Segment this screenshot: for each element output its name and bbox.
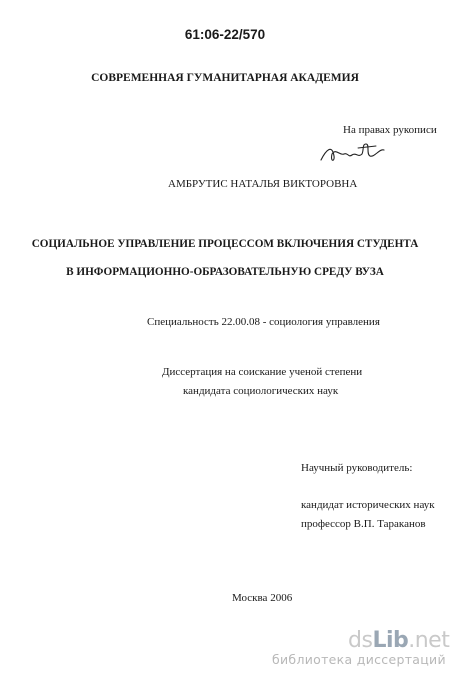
- watermark-subtitle: библиотека диссертаций: [272, 652, 446, 667]
- thesis-title-line-1: СОЦИАЛЬНОЕ УПРАВЛЕНИЕ ПРОЦЕССОМ ВКЛЮЧЕНИЯ СТУДЕНТА: [31, 238, 419, 250]
- handwritten-signature: [318, 138, 388, 168]
- watermark-logo: [348, 628, 449, 653]
- supervisor-name: профессор В.П. Тараканов: [301, 518, 426, 530]
- thesis-title-line-2: В ИНФОРМАЦИОННО-ОБРАЗОВАТЕЛЬНУЮ СРЕДУ ВУЗА: [66, 266, 384, 278]
- watermark-logo-ds: ds: [348, 628, 373, 653]
- dissertation-degree-line-1: Диссертация на соискание ученой степени: [162, 366, 363, 378]
- author-name: АМБРУТИС НАТАЛЬЯ ВИКТОРОВНА: [168, 178, 358, 190]
- document-code: 61:06-22/570: [184, 27, 266, 42]
- supervisor-degree: кандидат исторических наук: [301, 499, 435, 511]
- city-year: Москва 2006: [232, 592, 293, 604]
- supervisor-label: Научный руководитель:: [301, 462, 413, 474]
- specialty: Специальность 22.00.08 - социология управления: [147, 316, 380, 328]
- watermark-logo-net: .net: [408, 628, 450, 653]
- dissertation-degree-line-2: кандидата социологических наук: [183, 385, 339, 397]
- institution-name: СОВРЕМЕННАЯ ГУМАНИТАРНАЯ АКАДЕМИЯ: [91, 72, 359, 84]
- manuscript-rights-note: На правах рукописи: [343, 124, 437, 136]
- watermark-logo-lib: Lib: [372, 628, 409, 653]
